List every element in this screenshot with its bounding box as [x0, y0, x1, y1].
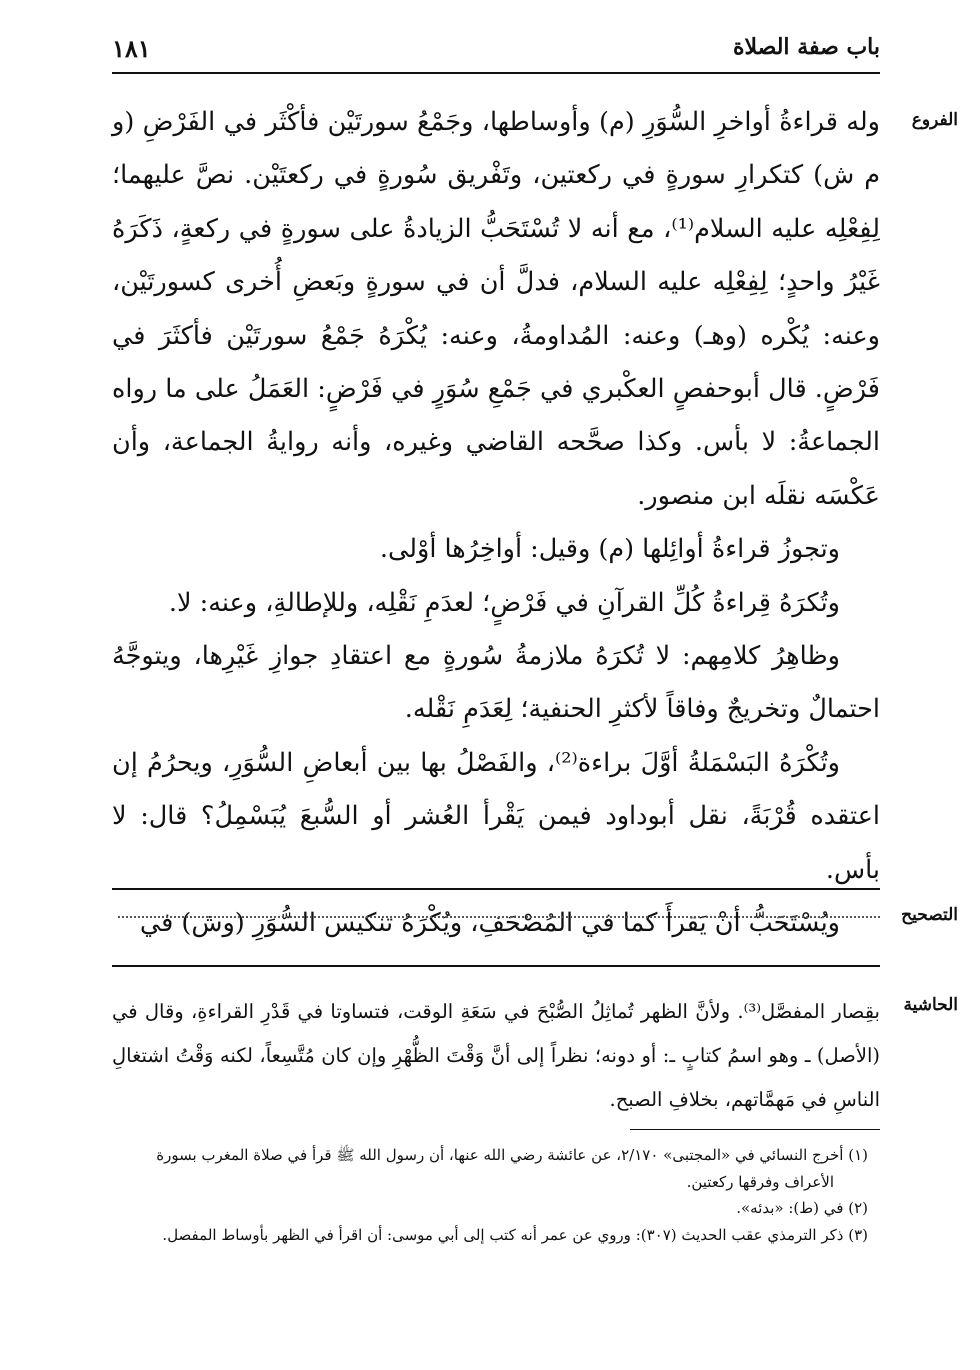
footnote-1: (١) أخرج النسائي في «المجتبى» ٢/١٧٠، عن عائشة رضي الله عنها، أن رسول الله ﷺ قرأ في صلاة المغرب بسورة	[156, 1146, 868, 1164]
hashiya-text	[112, 990, 880, 1122]
page-number: ١٨١	[112, 34, 151, 63]
footnote-1-continued: الأعراف وفرقها ركعتين.	[686, 1172, 834, 1191]
label-tashih: التصحيح	[901, 905, 958, 925]
running-header-title: باب صفة الصلاة	[732, 34, 880, 60]
section-divider-bottom	[112, 965, 880, 967]
main-text	[112, 96, 880, 951]
main-paragraph-5: وتُكْرَهُ البَسْمَلةُ أوَّلَ براءة⁽²⁾، والفَصْلُ بها بين أبعاضِ السُّوَرِ، ويحرُمُ إن اعتقده قُرْبَةً، نقل أبوداود فيمن يَقْرأ العُشر أو السُّبعَ يُبَسْمِلُ؟ قال: لا بأس.	[112, 747, 880, 885]
tashih-dotted-line	[118, 916, 880, 918]
footnote-3: (٣) ذكر الترمذي عقب الحديث (٣٠٧): وروي عن عمر أنه كتب إلى أبي موسى: أن اقرأ في الظهر بأوساط المفصل.	[162, 1225, 868, 1244]
label-furu: الفروع	[911, 110, 958, 130]
section-divider-top	[112, 888, 880, 890]
label-hashiya: الحاشية	[903, 995, 958, 1015]
hashiya-paragraph: بقِصار المفصَّل⁽³⁾. ولأنَّ الظهر تُماثِلُ الصُّبْحَ في سَعَةِ الوقت، فتساوتا في قَدْرِ القراءةِ، وقال في (الأصل) ـ وهو اسمُ كتابٍ ـ: أو دونه؛ نظراً إلى أنَّ وَقْتَ الظُّهْرِ وإن كان مُتَّسِعاً، لكنه وَقْتُ اشتغالِ الناسِ في مَهمَّاتهم، بخلافِ الصبح.	[112, 1000, 880, 1111]
footnote-separator	[630, 1129, 880, 1130]
footnote-2: (٢) في (ط): «بدئه».	[736, 1199, 868, 1217]
header-rule	[112, 72, 880, 74]
footnotes	[112, 1142, 868, 1248]
main-paragraph-3: وتُكرَهُ قِراءةُ كُلِّ القرآنِ في فَرْضٍ؛ لعدَمِ نَقْلِه، وللإطالةِ، وعنه: لا.	[168, 587, 840, 618]
main-paragraph-1: وله قراءةُ أواخرِ السُّوَرِ (م) وأوساطها، وجَمْعُ سورتَيْن فأكْثَر في الفَرْضِ (و م ش) كتكرارِ سورةٍ في ركعتين، وتَفْريق سُورةٍ في ركعتَيْن. نصَّ عليهما؛ لِفِعْلِه عليه السلام⁽¹⁾، مع أنه لا تُسْتَحَبُّ الزيادةُ على سورةٍ في ركعةٍ، ذَكَرَهُ غَيْرُ واحدٍ؛ لِفِعْلِه عليه السلام، فدلَّ أن في سورةٍ وبَعضِ أُخرى كسورتَيْن، وعنه: يُكْره (وهـ) وعنه: المُداومةُ، وعنه: يُكْرَهُ جَمْعُ سورتَيْن فأكثَرَ في فَرْضٍ. قال أبوحفصٍ العكْبري في جَمْعِ سُوَرٍ في فَرْضٍ: العَمَلُ على ما رواه الجماعةُ: لا بأس. وكذا صحَّحه القاضي وغيره، وأنه روايةُ الجماعة، وأن عَكْسَه نقلَه ابن منصور.	[112, 107, 880, 511]
main-paragraph-6: ويُسْتَحَبُّ أنْ يَقرأَ كما في المُصْحَفِ، ويُكْرَهُ تنكيس السُّوَرِ (وش) في	[139, 908, 840, 939]
main-paragraph-4: وظاهِرُ كلامِهم: لا تُكرَهُ ملازمةُ سُورةٍ مع اعتقادِ جوازِ غَيْرِها، ويتوجَّهُ احتمالٌ وتخريجٌ وفاقاً لأكثرِ الحنفية؛ لِعَدَمِ نَقْله.	[112, 641, 880, 725]
main-paragraph-2: وتجوزُ قراءةُ أوائِلها (م) وقيل: أواخِرُها أوْلى.	[379, 534, 840, 565]
